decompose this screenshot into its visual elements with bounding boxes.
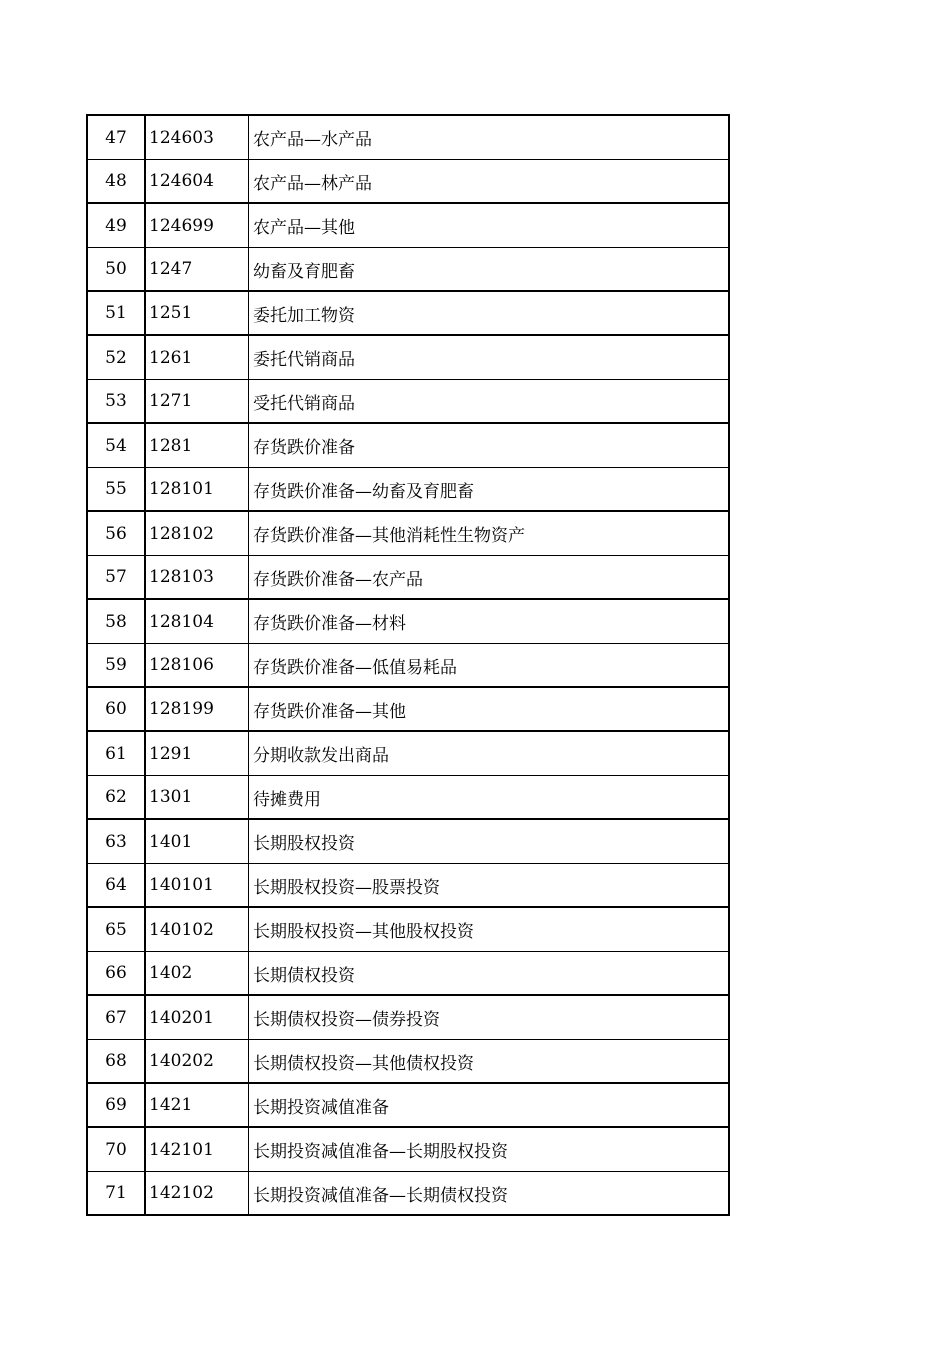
account-code-cell: 124699 <box>146 204 249 247</box>
account-name-cell: 长期债权投资—其他债权投资 <box>253 1053 474 1074</box>
table-row <box>88 1084 728 1128</box>
row-number-cell: 48 <box>88 160 146 202</box>
account-code-cell: 124603 <box>146 116 249 159</box>
table-row <box>88 644 728 688</box>
account-name-cell: 存货跌价准备—幼畜及育肥畜 <box>253 481 474 502</box>
row-number-cell: 47 <box>88 116 146 159</box>
row-number-cell: 67 <box>88 996 146 1039</box>
table-row <box>88 600 728 644</box>
row-number-cell: 57 <box>88 556 146 598</box>
account-name-cell: 存货跌价准备—农产品 <box>253 569 423 590</box>
account-code-cell: 128106 <box>146 644 249 686</box>
account-name-cell: 存货跌价准备 <box>253 438 355 458</box>
table-row <box>88 380 728 424</box>
account-code-cell: 142102 <box>146 1172 249 1214</box>
account-code-cell: 142101 <box>146 1128 249 1171</box>
account-code-cell: 1291 <box>146 732 249 775</box>
account-name-cell: 长期投资减值准备 <box>253 1097 389 1118</box>
account-code-cell: 1301 <box>146 776 249 818</box>
account-name-cell: 存货跌价准备—材料 <box>253 614 406 634</box>
account-code-cell: 1251 <box>146 292 249 334</box>
table-row <box>88 468 728 512</box>
account-name-cell: 长期投资减值准备—长期债权投资 <box>253 1185 508 1206</box>
row-number-cell: 52 <box>88 336 146 379</box>
account-code-cell: 1261 <box>146 336 249 379</box>
account-name-cell: 农产品—其他 <box>253 218 355 238</box>
account-name-cell: 长期投资减值准备—长期股权投资 <box>253 1142 508 1162</box>
account-code-cell: 128103 <box>146 556 249 598</box>
table-row <box>88 248 728 292</box>
account-code-cell: 128101 <box>146 468 249 510</box>
table-row <box>88 820 728 864</box>
row-number-cell: 49 <box>88 204 146 247</box>
table-row <box>88 116 728 160</box>
row-number-cell: 55 <box>88 468 146 510</box>
table-row <box>88 1040 728 1084</box>
table-row <box>88 864 728 908</box>
table-row <box>88 908 728 952</box>
account-name-cell: 委托加工物资 <box>253 305 355 326</box>
account-code-cell: 140101 <box>146 864 249 906</box>
row-number-cell: 64 <box>88 864 146 906</box>
row-number-cell: 51 <box>88 292 146 334</box>
account-code-cell: 128102 <box>146 512 249 555</box>
account-name-cell: 长期债权投资—债券投资 <box>253 1010 440 1030</box>
account-name-cell: 幼畜及育肥畜 <box>253 261 355 282</box>
account-name-cell: 分期收款发出商品 <box>253 746 389 766</box>
account-code-cell: 1401 <box>146 820 249 863</box>
account-name-cell: 长期债权投资 <box>253 965 355 986</box>
account-code-cell: 1421 <box>146 1084 249 1126</box>
account-code-cell: 140201 <box>146 996 249 1039</box>
row-number-cell: 71 <box>88 1172 146 1214</box>
account-code-cell: 1271 <box>146 380 249 422</box>
table-row <box>88 1128 728 1172</box>
account-code-cell: 1247 <box>146 248 249 290</box>
account-code-cell: 140202 <box>146 1040 249 1082</box>
row-number-cell: 70 <box>88 1128 146 1171</box>
table-row <box>88 732 728 776</box>
row-number-cell: 61 <box>88 732 146 775</box>
table-row <box>88 512 728 556</box>
table-row <box>88 688 728 732</box>
row-number-cell: 58 <box>88 600 146 643</box>
account-name-cell: 长期股权投资—其他股权投资 <box>253 922 474 942</box>
account-code-cell: 128199 <box>146 688 249 730</box>
table-row <box>88 160 728 204</box>
row-number-cell: 54 <box>88 424 146 467</box>
account-name-cell: 待摊费用 <box>253 789 321 810</box>
row-number-cell: 62 <box>88 776 146 818</box>
account-name-cell: 长期股权投资 <box>253 834 355 854</box>
account-code-cell: 124604 <box>146 160 249 202</box>
table-row <box>88 776 728 820</box>
account-code-cell: 140102 <box>146 908 249 951</box>
account-name-cell: 受托代销商品 <box>253 393 355 414</box>
row-number-cell: 65 <box>88 908 146 951</box>
row-number-cell: 56 <box>88 512 146 555</box>
table-row <box>88 952 728 996</box>
row-number-cell: 53 <box>88 380 146 422</box>
row-number-cell: 50 <box>88 248 146 290</box>
account-name-cell: 存货跌价准备—低值易耗品 <box>253 657 457 678</box>
row-number-cell: 63 <box>88 820 146 863</box>
table-row <box>88 336 728 380</box>
table-row <box>88 1172 728 1216</box>
row-number-cell: 60 <box>88 688 146 730</box>
account-name-cell: 委托代销商品 <box>253 350 355 370</box>
account-name-cell: 存货跌价准备—其他消耗性生物资产 <box>253 526 525 546</box>
account-name-cell: 农产品—水产品 <box>253 130 372 150</box>
account-code-cell: 1402 <box>146 952 249 994</box>
table-row <box>88 996 728 1040</box>
table-row <box>88 556 728 600</box>
row-number-cell: 66 <box>88 952 146 994</box>
account-code-cell: 1281 <box>146 424 249 467</box>
table-row <box>88 424 728 468</box>
row-number-cell: 68 <box>88 1040 146 1082</box>
account-name-cell: 存货跌价准备—其他 <box>253 701 406 722</box>
table-row <box>88 292 728 336</box>
account-code-table <box>86 114 730 1216</box>
row-number-cell: 59 <box>88 644 146 686</box>
account-name-cell: 长期股权投资—股票投资 <box>253 877 440 898</box>
row-number-cell: 69 <box>88 1084 146 1126</box>
account-code-cell: 128104 <box>146 600 249 643</box>
table-row <box>88 204 728 248</box>
account-name-cell: 农产品—林产品 <box>253 173 372 194</box>
